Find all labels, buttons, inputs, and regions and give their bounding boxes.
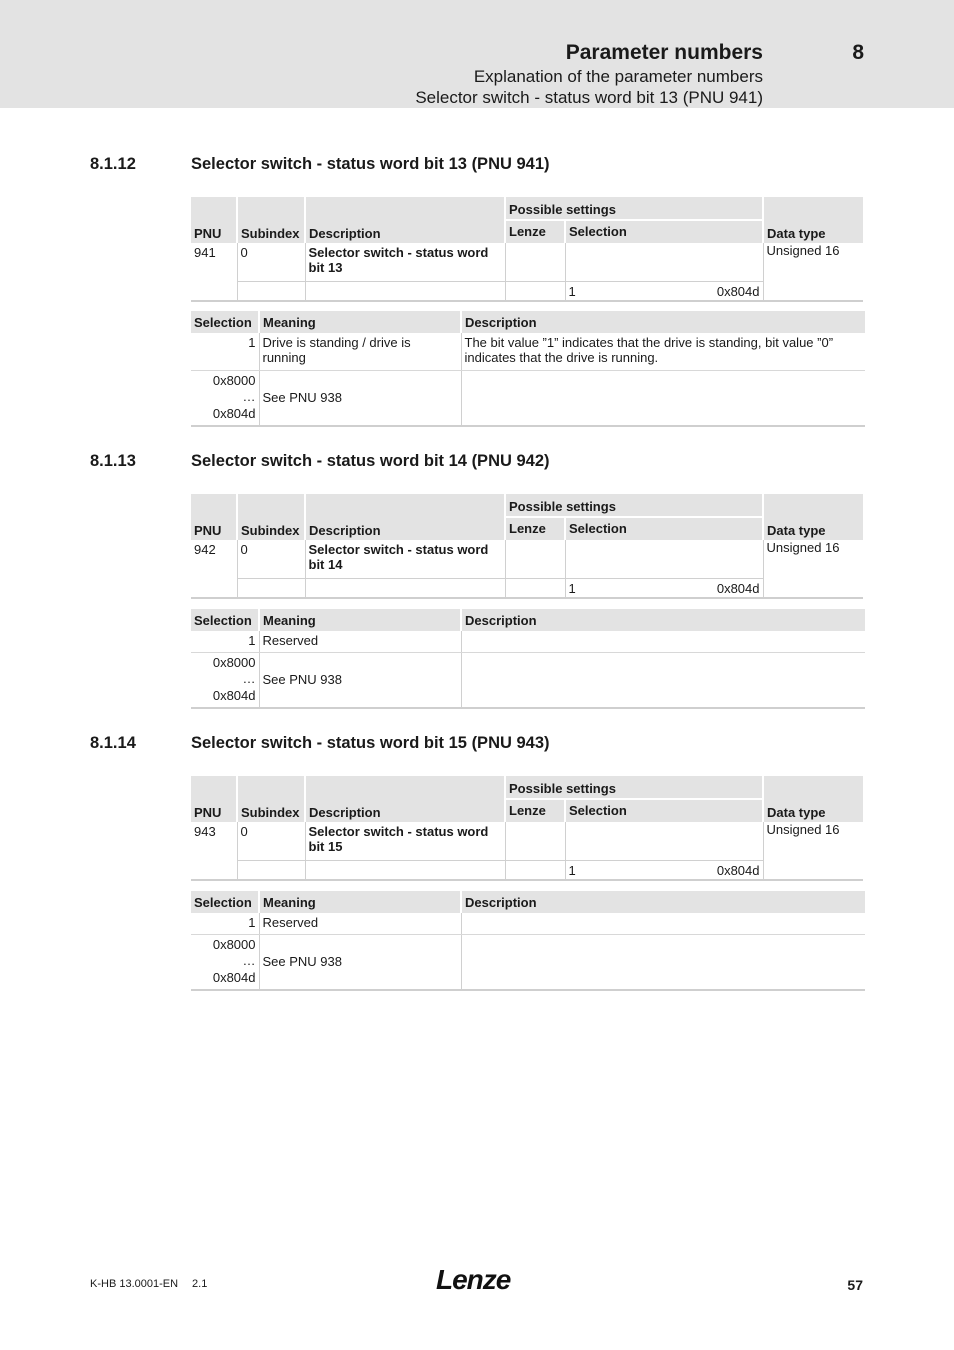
sel-value: 1 bbox=[191, 631, 259, 652]
lenze-value bbox=[505, 822, 565, 860]
description-empty bbox=[305, 281, 505, 301]
sel-range: 0x8000 … 0x804d bbox=[191, 370, 259, 426]
lenze-value bbox=[505, 243, 565, 281]
col-header-description: Description bbox=[305, 494, 505, 540]
lenze-empty bbox=[505, 578, 565, 598]
sel-header-meaning: Meaning bbox=[259, 609, 461, 631]
section-heading-8-1-12 bbox=[90, 155, 550, 174]
sel-value: 1 bbox=[191, 913, 259, 934]
col-header-description: Description bbox=[305, 197, 505, 243]
section-number: 8.1.13 bbox=[90, 452, 136, 470]
selection-range bbox=[565, 860, 763, 880]
col-header-possible-settings: Possible settings bbox=[505, 494, 763, 517]
col-header-lenze: Lenze bbox=[505, 799, 565, 822]
data-type-value: Unsigned 16 bbox=[763, 540, 863, 598]
col-header-selection: Selection bbox=[565, 799, 763, 822]
description-empty bbox=[305, 578, 505, 598]
sel-value: 1 bbox=[191, 333, 259, 370]
sel-meaning: See PNU 938 bbox=[259, 934, 461, 990]
selection-range bbox=[565, 281, 763, 301]
selection-table-942 bbox=[191, 609, 865, 709]
page-number: 57 bbox=[847, 1277, 863, 1293]
subindex-value: 0 bbox=[237, 540, 305, 578]
col-header-pnu: PNU bbox=[191, 776, 237, 822]
sel-header-description: Description bbox=[461, 609, 865, 631]
lenze-logo-icon bbox=[436, 1264, 516, 1294]
selection-range bbox=[565, 578, 763, 598]
sel-description bbox=[461, 934, 865, 990]
section-number: 8.1.12 bbox=[90, 155, 136, 173]
range-max: 0x804d bbox=[716, 580, 760, 596]
selection-value bbox=[565, 540, 763, 578]
chapter-title: Parameter numbers bbox=[565, 41, 763, 64]
col-header-lenze: Lenze bbox=[505, 220, 565, 243]
sel-description bbox=[461, 370, 865, 426]
page-header bbox=[0, 0, 954, 108]
data-type-value: Unsigned 16 bbox=[763, 822, 863, 880]
pnu-value: 941 bbox=[191, 243, 237, 301]
sel-header-meaning: Meaning bbox=[259, 311, 461, 333]
sel-header-description: Description bbox=[461, 891, 865, 913]
col-header-pnu: PNU bbox=[191, 197, 237, 243]
sel-description bbox=[461, 652, 865, 708]
col-header-possible-settings: Possible settings bbox=[505, 776, 763, 799]
param-description: Selector switch - status word bit 13 bbox=[305, 243, 505, 281]
section-title: Selector switch - status word bit 15 (PNU 943) bbox=[191, 734, 550, 752]
sel-header-meaning: Meaning bbox=[259, 891, 461, 913]
sel-header-selection: Selection bbox=[191, 311, 259, 333]
section-title: Selector switch - status word bit 13 (PNU 941) bbox=[191, 155, 550, 173]
sel-header-selection: Selection bbox=[191, 891, 259, 913]
subindex-empty bbox=[237, 281, 305, 301]
sel-header-description: Description bbox=[461, 311, 865, 333]
section-heading-8-1-14 bbox=[90, 734, 550, 753]
range-max: 0x804d bbox=[716, 862, 760, 878]
section-number: 8.1.14 bbox=[90, 734, 136, 752]
col-header-subindex: Subindex bbox=[237, 494, 305, 540]
header-subtitle-2: Selector switch - status word bit 13 (PNU 941) bbox=[415, 88, 763, 107]
subindex-value: 0 bbox=[237, 822, 305, 860]
sel-description: The bit value ”1” indicates that the drive is standing, bit value ”0” indicates that the drive is running. bbox=[461, 333, 865, 370]
footer-doc-info bbox=[90, 1278, 221, 1290]
sel-meaning: See PNU 938 bbox=[259, 370, 461, 426]
sel-range: 0x8000 … 0x804d bbox=[191, 652, 259, 708]
selection-value bbox=[565, 822, 763, 860]
sel-description bbox=[461, 913, 865, 934]
description-empty bbox=[305, 860, 505, 880]
param-description: Selector switch - status word bit 15 bbox=[305, 822, 505, 860]
col-header-lenze: Lenze bbox=[505, 517, 565, 540]
footer-version: 2.1 bbox=[192, 1278, 208, 1290]
sel-range: 0x8000 … 0x804d bbox=[191, 934, 259, 990]
sel-meaning: Reserved bbox=[259, 913, 461, 934]
lenze-empty bbox=[505, 281, 565, 301]
header-subtitle-1: Explanation of the parameter numbers bbox=[473, 67, 763, 86]
sel-description bbox=[461, 631, 865, 652]
subindex-empty bbox=[237, 860, 305, 880]
range-max: 0x804d bbox=[716, 283, 760, 299]
sel-meaning: Reserved bbox=[259, 631, 461, 652]
subindex-value: 0 bbox=[237, 243, 305, 281]
section-heading-8-1-13 bbox=[90, 452, 550, 471]
subindex-empty bbox=[237, 578, 305, 598]
pnu-value: 942 bbox=[191, 540, 237, 598]
parameter-table-941 bbox=[191, 197, 863, 302]
logo-text: Lenze bbox=[436, 1264, 511, 1294]
col-header-data-type: Data type bbox=[763, 776, 863, 822]
lenze-value bbox=[505, 540, 565, 578]
range-min: 1 bbox=[568, 283, 576, 299]
sel-meaning: See PNU 938 bbox=[259, 652, 461, 708]
parameter-table-943 bbox=[191, 776, 863, 881]
footer-doc-id: K-HB 13.0001-EN bbox=[90, 1278, 179, 1290]
col-header-data-type: Data type bbox=[763, 494, 863, 540]
selection-value bbox=[565, 243, 763, 281]
col-header-possible-settings: Possible settings bbox=[505, 197, 763, 220]
lenze-empty bbox=[505, 860, 565, 880]
parameter-table-942 bbox=[191, 494, 863, 599]
param-description: Selector switch - status word bit 14 bbox=[305, 540, 505, 578]
selection-table-941 bbox=[191, 311, 865, 427]
range-min: 1 bbox=[568, 862, 576, 878]
col-header-subindex: Subindex bbox=[237, 197, 305, 243]
col-header-description: Description bbox=[305, 776, 505, 822]
range-min: 1 bbox=[568, 580, 576, 596]
col-header-data-type: Data type bbox=[763, 197, 863, 243]
col-header-pnu: PNU bbox=[191, 494, 237, 540]
selection-table-943 bbox=[191, 891, 865, 991]
pnu-value: 943 bbox=[191, 822, 237, 880]
data-type-value: Unsigned 16 bbox=[763, 243, 863, 301]
section-title: Selector switch - status word bit 14 (PNU 942) bbox=[191, 452, 550, 470]
sel-header-selection: Selection bbox=[191, 609, 259, 631]
col-header-selection: Selection bbox=[565, 220, 763, 243]
sel-meaning: Drive is standing / drive is running bbox=[259, 333, 461, 370]
col-header-subindex: Subindex bbox=[237, 776, 305, 822]
chapter-number: 8 bbox=[852, 41, 864, 64]
col-header-selection: Selection bbox=[565, 517, 763, 540]
